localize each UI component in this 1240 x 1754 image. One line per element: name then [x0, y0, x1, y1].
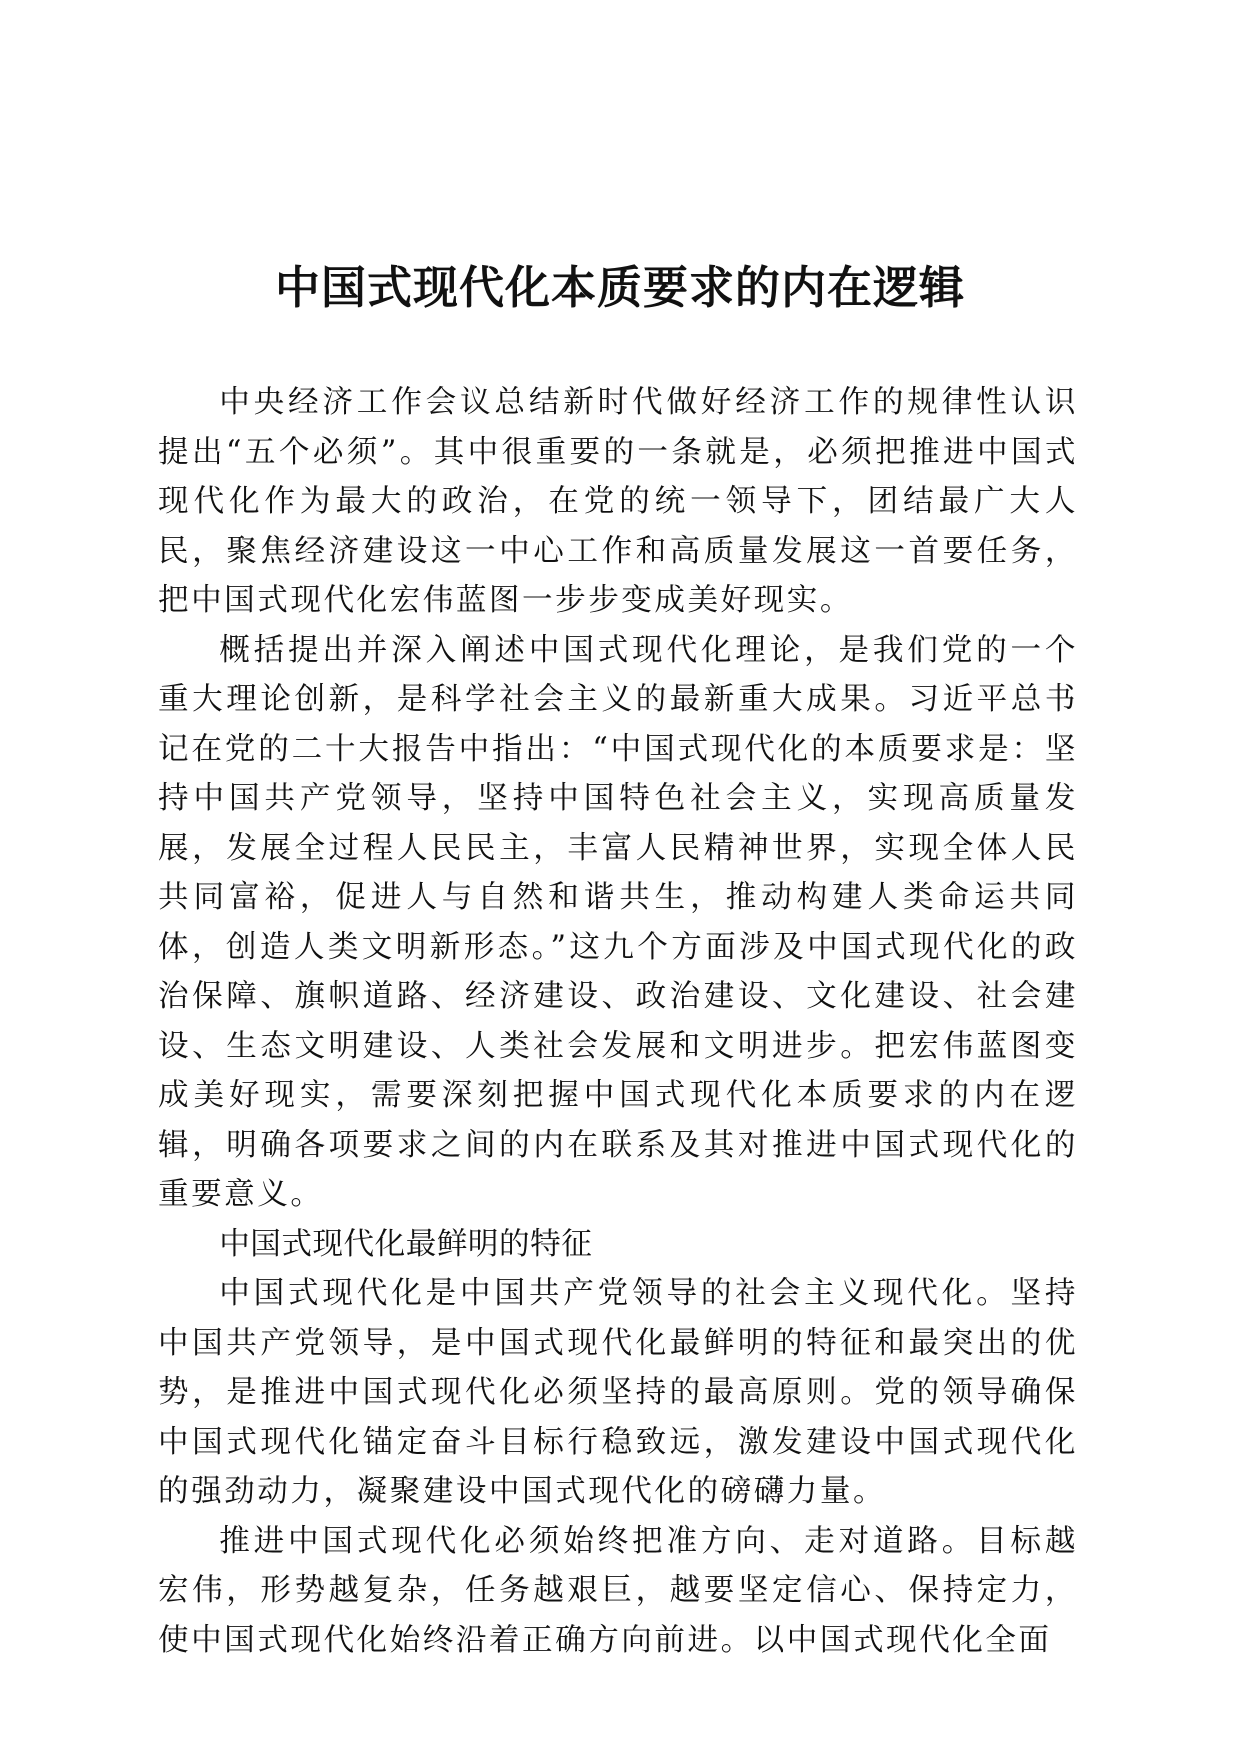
paragraph: 概括提出并深入阐述中国式现代化理论，是我们党的一个重大理论创新，是科学社会主义的最新重大成果。习近平总书记在党的二十大报告中指出：“中国式现代化的本质要求是：坚持中国共产党领导，坚持中国特色社会主义，实现高质量发展，发展全过程人民民主，丰富人民精神世界，实现全体人民共同富裕，促进人与自然和谐共生，推动构建人类命运共同体，创造人类文明新形态。”这九个方面涉及中国式现代化的政治保障、旗帜道路、经济建设、政治建设、文化建设、社会建设、生态文明建设、人类社会发展和文明进步。把宏伟蓝图变成美好现实，需要深刻把握中国式现代化本质要求的内在逻辑，明确各项要求之间的内在联系及其对推进中国式现代化的重要意义。	[158, 632, 1078, 1212]
section-heading: 中国式现代化最鲜明的特征	[219, 1226, 593, 1262]
paragraph: 推进中国式现代化必须始终把准方向、走对道路。目标越宏伟，形势越复杂，任务越艰巨，越要坚定信心、保持定力，使中国式现代化始终沿着正确方向前进。以中国式现代化全面	[158, 1523, 1078, 1658]
paragraph: 中国式现代化是中国共产党领导的社会主义现代化。坚持中国共产党领导，是中国式现代化最鲜明的特征和最突出的优势，是推进中国式现代化必须坚持的最高原则。党的领导确保中国式现代化锚定奋斗目标行稳致远，激发建设中国式现代化的强劲动力，凝聚建设中国式现代化的磅礴力量。	[158, 1276, 1078, 1509]
document-body	[158, 378, 1078, 1665]
paragraph: 中央经济工作会议总结新时代做好经济工作的规律性认识提出“五个必须”。其中很重要的一条就是，必须把推进中国式现代化作为最大的政治，在党的统一领导下，团结最广大人民，聚焦经济建设这一中心工作和高质量发展这一首要任务，把中国式现代化宏伟蓝图一步步变成美好现实。	[158, 385, 1078, 618]
document-title: 中国式现代化本质要求的内在逻辑	[274, 261, 965, 314]
